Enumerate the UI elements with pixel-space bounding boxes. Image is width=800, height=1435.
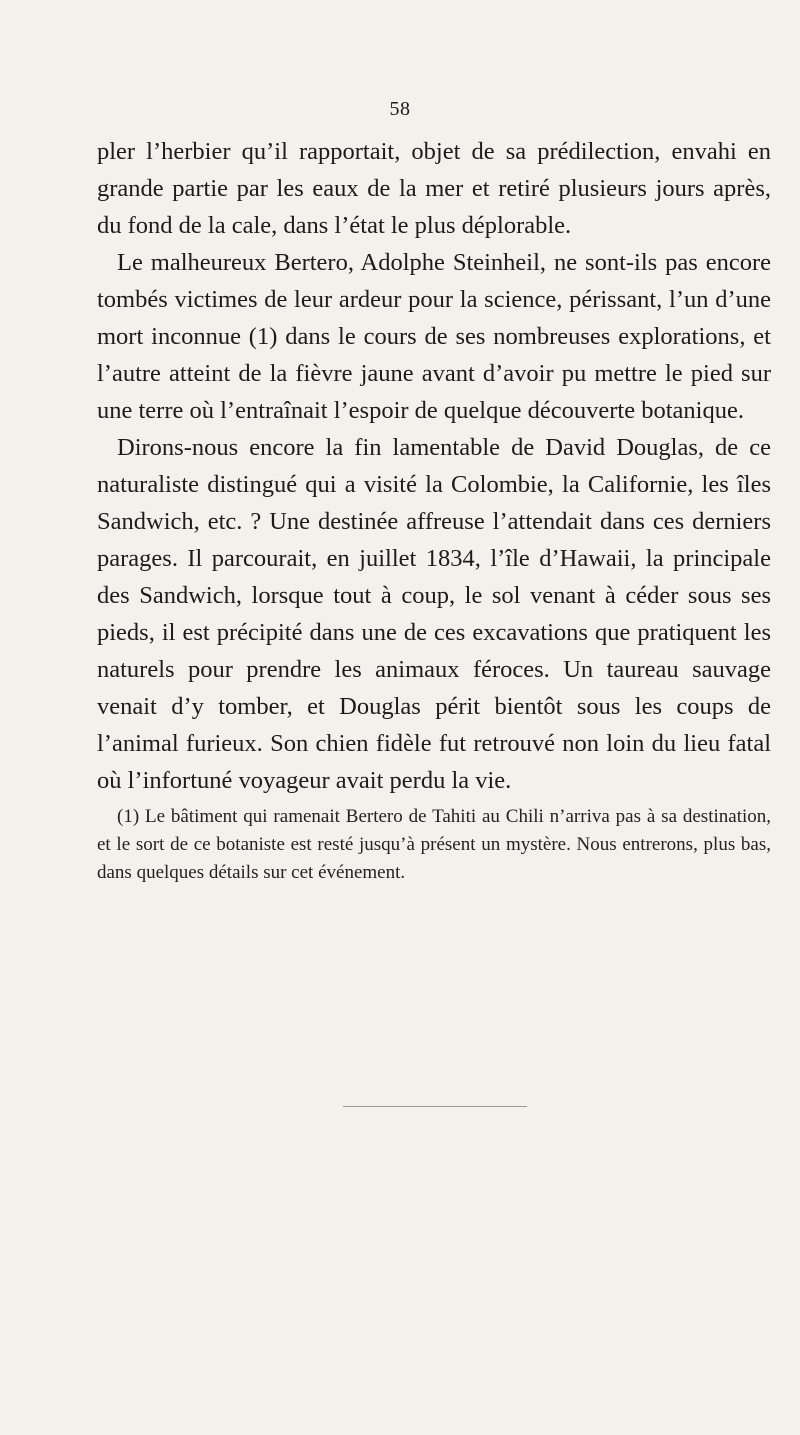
page-number: 58 (389, 98, 411, 120)
paragraph-3: Dirons-nous encore la fin lamentable de David Douglas, de ce naturaliste distingué qui a visité la Colombie, la Californie, les îles Sandwich, etc. ? Une destinée affreuse l’attendait dans ces derniers parages. Il parcourait, en juillet 1834, l’île d’Hawaii, la principale des Sandwich, lorsque tout à coup, le sol venant à céder sous ses pieds, il est précipité dans une de ces excavations que pratiquent les naturels pour prendre les animaux féroces. Un taureau sauvage venait d’y tomber, et Douglas périt bientôt sous les coups de l’animal furieux. Son chien fidèle fut retrouvé non loin du lieu fatal où l’infortuné voyageur avait perdu la vie. (97, 434, 771, 794)
paragraph-1: pler l’herbier qu’il rapportait, objet de sa prédilection, envahi en grande partie par les eaux de la mer et retiré plusieurs jours après, du fond de la cale, dans l’état le plus déplorable. (97, 138, 771, 239)
bottom-rule (343, 1106, 527, 1107)
paragraph-2: Le malheureux Bertero, Adolphe Steinheil, ne sont-ils pas encore tombés victimes de leur ardeur pour la science, périssant, l’un d’une mort inconnue (1) dans le cours de ses nombreuses explorations, et l’autre atteint de la fièvre jaune avant d’avoir pu mettre le pied sur une terre où l’entraînait l’espoir de quelque découverte botanique. (97, 249, 771, 424)
footnote (97, 803, 771, 887)
footnote-text: (1) Le bâtiment qui ramenait Bertero de Tahiti au Chili n’arriva pas à sa destination, et le sort de ce botaniste est resté jusqu’à présent un mystère. Nous entrerons, plus bas, dans quelques détails sur cet événement. (97, 806, 771, 883)
body-text (97, 133, 771, 799)
